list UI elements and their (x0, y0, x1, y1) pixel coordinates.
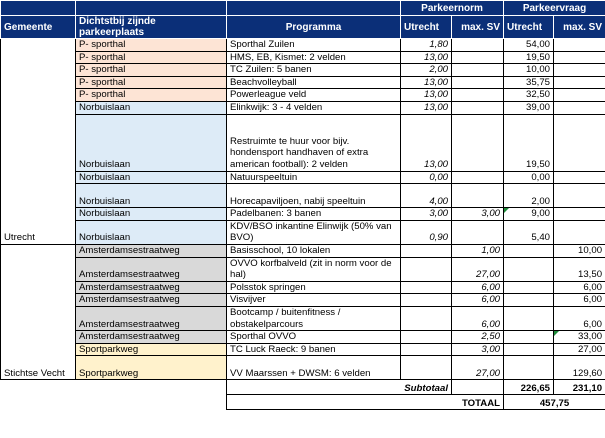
vraag-utrecht-cell (504, 331, 554, 344)
header-parkeervraag: Parkeervraag (504, 1, 605, 16)
table-row (1, 294, 605, 307)
norm-sv-cell (452, 51, 504, 64)
vraag-sv-cell: 6,00 (554, 306, 605, 330)
parkeerplaats-cell: P- sporthal (76, 89, 227, 102)
vraag-utrecht-cell: 2,00 (504, 184, 554, 208)
norm-sv-cell: 3,00 (452, 343, 504, 356)
header-top-row (1, 1, 605, 16)
programma-cell: Natuurspeeltuin (227, 171, 401, 184)
vraag-sv-cell (554, 114, 605, 171)
norm-sv-cell: 6,00 (452, 294, 504, 307)
vraag-utrecht-cell: 0,00 (504, 171, 554, 184)
parkeerplaats-cell: Sportparkweg (76, 356, 227, 380)
vraag-sv-cell (554, 101, 605, 114)
norm-sv-cell (452, 171, 504, 184)
vraag-utrecht-cell: 54,00 (504, 39, 554, 52)
table-row (1, 76, 605, 89)
vraag-utrecht-cell (504, 257, 554, 281)
vraag-sv-cell (554, 171, 605, 184)
norm-sv-cell (452, 184, 504, 208)
norm-sv-cell (452, 114, 504, 171)
table-row (1, 281, 605, 294)
programma-cell: OVVO korfbalveld (zit in norm voor de hal) (227, 257, 401, 281)
table-row (1, 114, 605, 171)
header-row (1, 16, 605, 39)
norm-sv-cell: 27,00 (452, 257, 504, 281)
programma-cell: VV Maarssen + DWSM: 6 velden (227, 356, 401, 380)
table-row (1, 208, 605, 221)
table-row (1, 257, 605, 281)
vraag-utrecht-cell: 19,50 (504, 51, 554, 64)
vraag-sv-cell (554, 76, 605, 89)
norm-sv-cell (452, 89, 504, 102)
programma-cell: Restruimte te huur voor bijv. hondensport handhaven of extra american football): 2 velden (227, 114, 401, 171)
parkeerplaats-cell: P- sporthal (76, 64, 227, 77)
programma-cell: TC Luck Raeck: 9 banen (227, 343, 401, 356)
programma-cell: Padelbanen: 3 banen (227, 208, 401, 221)
header-gemeente: Gemeente (1, 16, 76, 39)
parkeerplaats-cell: Sportparkweg (76, 343, 227, 356)
header-norm-utrecht: Utrecht (401, 16, 452, 39)
vraag-sv-cell: 13,50 (554, 257, 605, 281)
table-row (1, 39, 605, 52)
parkeerplaats-cell: Amsterdamsestraatweg (76, 294, 227, 307)
vraag-sv-cell: 27,00 (554, 343, 605, 356)
programma-cell: Sporthal OVVO (227, 331, 401, 344)
header-empty-2 (76, 1, 227, 16)
vraag-sv-cell (554, 39, 605, 52)
header-vraag-maxsv: max. SV (554, 16, 605, 39)
norm-utrecht-cell (401, 294, 452, 307)
table-row (1, 89, 605, 102)
table-row (1, 51, 605, 64)
header-vraag-utrecht: Utrecht (504, 16, 554, 39)
header-parkeernorm: Parkeernorm (401, 1, 504, 16)
subtotal-row (1, 380, 605, 395)
programma-cell: TC Zuilen: 5 banen (227, 64, 401, 77)
programma-cell: Sporthal Zuilen (227, 39, 401, 52)
vraag-utrecht-cell (504, 356, 554, 380)
norm-sv-cell: 6,00 (452, 306, 504, 330)
table-row (1, 356, 605, 380)
vraag-sv-cell (554, 51, 605, 64)
header-empty-3 (227, 1, 401, 16)
programma-cell: Beachvolleyball (227, 76, 401, 89)
vraag-utrecht-cell: 10,00 (504, 64, 554, 77)
subtotaal-sv: 231,10 (554, 380, 605, 395)
parkeerplaats-cell: Amsterdamsestraatweg (76, 306, 227, 330)
vraag-utrecht-cell (504, 294, 554, 307)
programma-cell: Bootcamp / buitenfitness / obstakelparcours (227, 306, 401, 330)
vraag-utrecht-cell (504, 244, 554, 257)
norm-utrecht-cell: 0,00 (401, 171, 452, 184)
header-programma: Programma (227, 16, 401, 39)
table-row (1, 184, 605, 208)
programma-cell: Powerleague veld (227, 89, 401, 102)
vraag-utrecht-cell: 39,00 (504, 101, 554, 114)
vraag-utrecht-cell: 32,50 (504, 89, 554, 102)
parkeerplaats-cell: Amsterdamsestraatweg (76, 281, 227, 294)
subtotaal-label: Subtotaal (227, 380, 452, 395)
norm-utrecht-cell (401, 343, 452, 356)
vraag-sv-cell (554, 220, 605, 244)
parkeerplaats-cell: Norbuislaan (76, 208, 227, 221)
norm-sv-cell: 3,00 (452, 208, 504, 221)
totaal-label: TOTAAL (227, 395, 504, 410)
parkeerplaats-cell: Amsterdamsestraatweg (76, 331, 227, 344)
total-row (1, 395, 605, 410)
vraag-utrecht-cell: 19,50 (504, 114, 554, 171)
vraag-sv-cell: 10,00 (554, 244, 605, 257)
parkeerplaats-cell: Amsterdamsestraatweg (76, 257, 227, 281)
gemeente-stichtse-vecht: Stichtse Vecht (1, 244, 76, 379)
subtotaal-utrecht: 226,65 (504, 380, 554, 395)
vraag-utrecht-cell: 5,40 (504, 220, 554, 244)
norm-sv-cell: 1,00 (452, 244, 504, 257)
parkeerplaats-cell: Norbuislaan (76, 220, 227, 244)
norm-sv-cell (452, 64, 504, 77)
norm-utrecht-cell: 13,00 (401, 51, 452, 64)
norm-sv-cell: 27,00 (452, 356, 504, 380)
vraag-utrecht-cell: 35,75 (504, 76, 554, 89)
programma-cell: Elinkwijk: 3 - 4 velden (227, 101, 401, 114)
parkeerplaats-cell: P- sporthal (76, 39, 227, 52)
norm-sv-cell: 2,50 (452, 331, 504, 344)
totaal-value: 457,75 (504, 395, 605, 410)
vraag-sv-cell (554, 208, 605, 221)
programma-cell: Polsstok springen (227, 281, 401, 294)
table-row (1, 220, 605, 244)
norm-utrecht-cell (401, 331, 452, 344)
vraag-utrecht-cell: 9,00 (504, 208, 554, 221)
table-row (1, 306, 605, 330)
parkeerplaats-cell: P- sporthal (76, 51, 227, 64)
gemeente-utrecht: Utrecht (1, 39, 76, 245)
norm-utrecht-cell (401, 244, 452, 257)
header-empty-1 (1, 1, 76, 16)
norm-utrecht-cell: 0,90 (401, 220, 452, 244)
vraag-sv-cell: 129,60 (554, 356, 605, 380)
programma-cell: KDV/BSO inkantine Elinwijk (50% van BVO) (227, 220, 401, 244)
programma-cell: Basisschool, 10 lokalen (227, 244, 401, 257)
norm-utrecht-cell (401, 257, 452, 281)
vraag-utrecht-cell (504, 306, 554, 330)
table-row (1, 64, 605, 77)
norm-utrecht-cell: 13,00 (401, 89, 452, 102)
norm-utrecht-cell (401, 356, 452, 380)
table-row (1, 343, 605, 356)
header-parkeerplaats: Dichtstbij zijnde parkeerplaats (76, 16, 227, 39)
norm-utrecht-cell: 2,00 (401, 64, 452, 77)
vraag-utrecht-cell (504, 343, 554, 356)
vraag-sv-cell (554, 184, 605, 208)
table-row (1, 101, 605, 114)
norm-utrecht-cell (401, 281, 452, 294)
norm-utrecht-cell: 13,00 (401, 76, 452, 89)
norm-utrecht-cell: 4,00 (401, 184, 452, 208)
programma-cell: Visvijver (227, 294, 401, 307)
norm-sv-cell (452, 220, 504, 244)
header-norm-maxsv: max. SV (452, 16, 504, 39)
parkeerplaats-cell: Norbuislaan (76, 101, 227, 114)
programma-cell: HMS, EB, Kismet: 2 velden (227, 51, 401, 64)
vraag-utrecht-cell (504, 281, 554, 294)
norm-sv-cell (452, 101, 504, 114)
norm-sv-cell (452, 76, 504, 89)
programma-cell: Horecapaviljoen, nabij speeltuin (227, 184, 401, 208)
norm-utrecht-cell: 13,00 (401, 101, 452, 114)
parkeerplaats-cell: P- sporthal (76, 76, 227, 89)
parkeerplaats-cell: Norbuislaan (76, 171, 227, 184)
table-row (1, 171, 605, 184)
vraag-sv-cell: 6,00 (554, 294, 605, 307)
norm-utrecht-cell (401, 306, 452, 330)
vraag-sv-cell: 6,00 (554, 281, 605, 294)
table-row (1, 331, 605, 344)
parkeerplaats-cell: Amsterdamsestraatweg (76, 244, 227, 257)
norm-utrecht-cell: 1,80 (401, 39, 452, 52)
norm-sv-cell (452, 39, 504, 52)
norm-utrecht-cell: 3,00 (401, 208, 452, 221)
table-row (1, 244, 605, 257)
parkeerplaats-cell: Norbuislaan (76, 184, 227, 208)
vraag-sv-cell (554, 89, 605, 102)
vraag-sv-cell (554, 64, 605, 77)
norm-utrecht-cell: 13,00 (401, 114, 452, 171)
norm-sv-cell: 6,00 (452, 281, 504, 294)
parkeerplaats-cell: Norbuislaan (76, 114, 227, 171)
vraag-sv-cell: 33,00 (554, 331, 605, 344)
